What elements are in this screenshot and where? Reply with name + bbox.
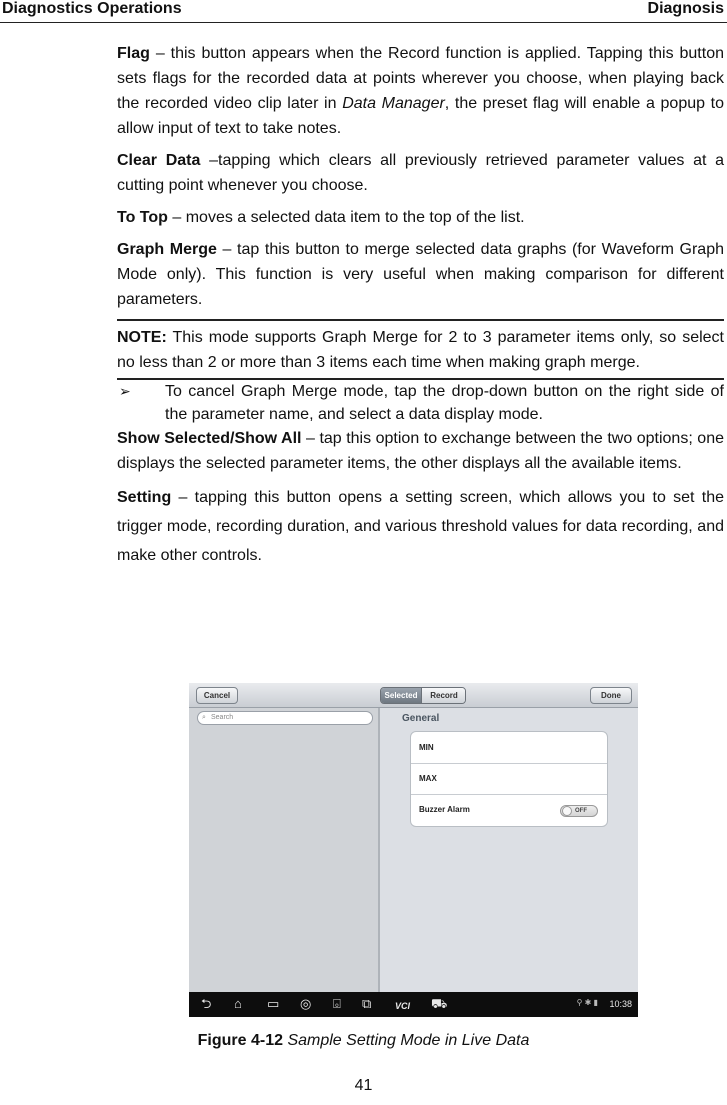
term-flag: Flag: [117, 45, 150, 62]
camera-icon[interactable]: ⌻: [333, 996, 341, 1011]
body-text: [117, 41, 724, 570]
paragraph-flag: [117, 41, 724, 141]
back-icon[interactable]: ⮌: [201, 996, 212, 1011]
page-header: [0, 0, 727, 23]
paragraph-show-selected: [117, 426, 724, 476]
figure-label: Figure 4-12: [197, 1032, 283, 1049]
display-icon[interactable]: ⧉: [362, 996, 372, 1011]
note-label: NOTE:: [117, 329, 167, 346]
parameter-list-pane: [189, 708, 380, 992]
header-chapter-title: Diagnosis: [647, 0, 724, 17]
min-row[interactable]: [411, 732, 607, 764]
bullet-item: [117, 380, 724, 426]
show-body: – tap this option to exchange between the two options; one displays the selected parameter items, the other displays all the available items.: [117, 430, 724, 472]
search-input[interactable]: [197, 711, 373, 725]
figure-title: Sample Setting Mode in Live Data: [283, 1032, 530, 1049]
setting-screenshot: [189, 683, 638, 1017]
note-body: This mode supports Graph Merge for 2 to 3 parameter items only, so select no less than 2 or more than 3 items each time when making graph merge.: [117, 329, 724, 371]
term-graph-merge: Graph Merge: [117, 241, 217, 258]
system-navigation-bar: [189, 992, 638, 1017]
car-icon[interactable]: ⛟: [431, 996, 448, 1011]
arrow-bullet-icon: ➢: [119, 383, 131, 399]
bullet-text: To cancel Graph Merge mode, tap the drop-down button on the right side of the parameter name, and select a data display mode.: [165, 383, 724, 423]
graph-merge-body: – tap this button to merge selected data graphs (for Waveform Graph Mode only). This function is very useful when making comparison for different parameters.: [117, 241, 725, 308]
done-button[interactable]: Done: [590, 687, 632, 704]
data-manager-term: Data Manager: [342, 95, 445, 112]
clear-data-body: –tapping which clears all previously retrieved parameter values at a cutting point whenever you choose.: [117, 152, 724, 194]
cancel-button[interactable]: Cancel: [196, 687, 238, 704]
term-to-top: To Top: [117, 209, 168, 226]
home-icon[interactable]: ⌂: [234, 996, 242, 1011]
min-label: MIN: [419, 743, 434, 752]
to-top-body: – moves a selected data item to the top of the list.: [167, 209, 525, 226]
max-row[interactable]: [411, 763, 607, 795]
screenshot-toolbar: [189, 683, 638, 708]
figure-caption: [0, 1032, 727, 1050]
setting-body: – tapping this button opens a setting screen, which allows you to set the trigger mode, recording duration, and various threshold values for data recording, and make other controls.: [117, 489, 724, 564]
term-show-all: Show All: [234, 430, 302, 447]
tab-record[interactable]: Record: [421, 688, 466, 703]
search-placeholder: Search: [211, 714, 234, 721]
paragraph-graph-merge: [117, 237, 724, 312]
term-setting: Setting: [117, 489, 172, 506]
paragraph-clear-data: [117, 148, 724, 198]
vci-icon[interactable]: VCI: [395, 1001, 411, 1011]
flag-tail: , the preset flag will enable a popup to allow input of text to take notes.: [117, 95, 725, 137]
buzzer-alarm-toggle[interactable]: [560, 805, 598, 817]
toggle-state: OFF: [575, 808, 587, 814]
flag-body: – this button appears when the Record function is applied. Tapping this button sets flags for the recorded data at points wherever you choose, when playing back the recorded video clip later in: [117, 45, 724, 112]
mode-segmented-control: [380, 687, 466, 704]
status-icons: ⚲ ✱ ▮: [576, 998, 598, 1007]
term-clear-data: Clear Data: [117, 152, 201, 169]
tab-selected[interactable]: Selected: [381, 688, 421, 703]
clock: 10:38: [609, 999, 632, 1009]
paragraph-setting: [117, 483, 724, 570]
buzzer-alarm-label: Buzzer Alarm: [419, 805, 470, 814]
recent-apps-icon[interactable]: ▭: [267, 996, 280, 1011]
paragraph-to-top: [117, 205, 724, 230]
general-section-title: General: [402, 713, 440, 724]
max-label: MAX: [419, 774, 437, 783]
search-icon: ⌕: [202, 714, 206, 721]
header-section-title: Diagnostics Operations: [2, 0, 182, 17]
browser-icon[interactable]: ◎: [300, 996, 312, 1011]
note-box: [117, 319, 724, 380]
page-number: 41: [354, 1077, 373, 1094]
term-separator: /: [230, 430, 235, 447]
settings-group: [410, 731, 608, 827]
toggle-knob-icon: [562, 806, 572, 816]
buzzer-alarm-row: [411, 794, 607, 825]
term-show-selected: Show Selected: [117, 430, 230, 447]
